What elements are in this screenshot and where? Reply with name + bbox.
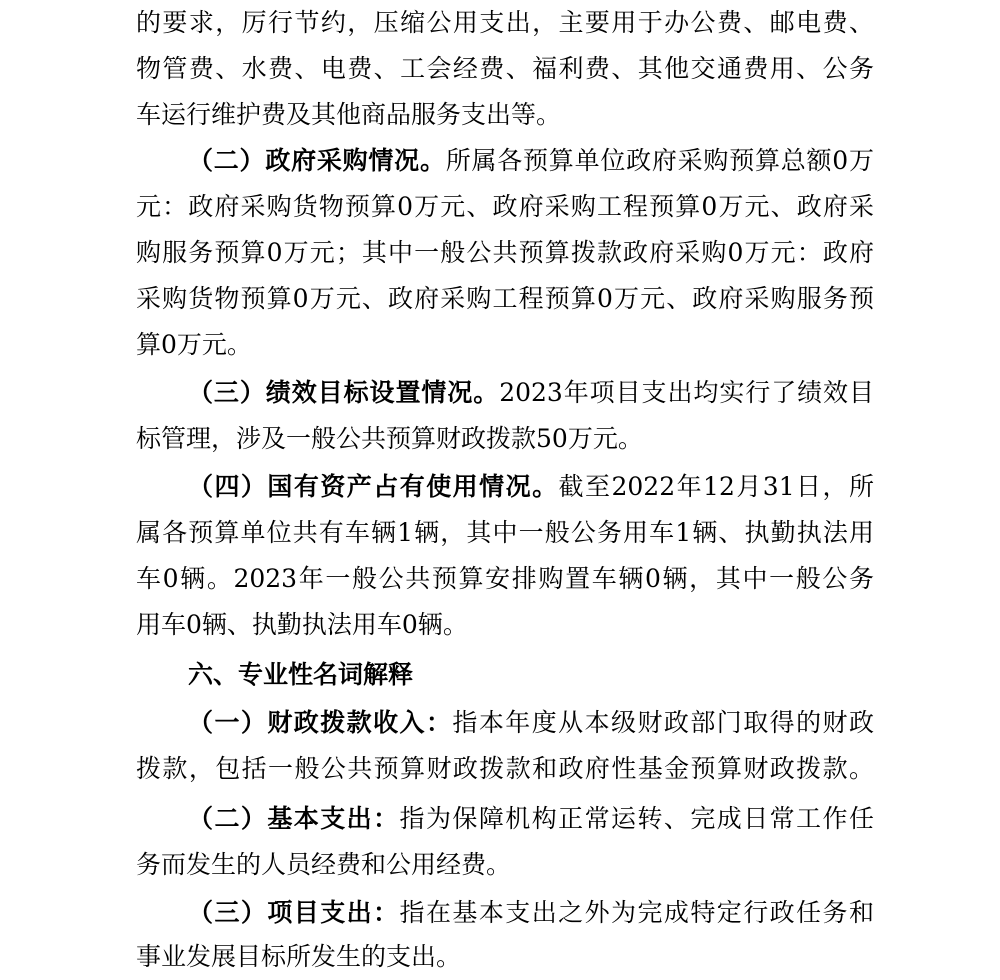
line-content <box>188 796 874 842</box>
chapter-heading <box>0 652 1000 698</box>
line-text: 务而发生的人员经费和公用经费。 <box>136 850 512 879</box>
line-text: 元：政府采购货物预算0万元、政府采购工程预算0万元、政府采 <box>136 192 874 221</box>
paragraph-line <box>0 510 1000 556</box>
paragraph-line <box>0 276 1000 322</box>
paragraph-line <box>0 934 1000 980</box>
paragraph-line <box>0 322 1000 368</box>
paragraph-line <box>0 746 1000 792</box>
line-content <box>188 700 874 746</box>
section-title: （四）国有资产占有使用情况。 <box>188 472 559 501</box>
section-title: （三）绩效目标设置情况。 <box>188 378 500 407</box>
line-content <box>188 370 874 416</box>
line-text: 采购货物预算0万元、政府采购工程预算0万元、政府采购服务预 <box>136 284 874 313</box>
section-first-line <box>0 796 1000 842</box>
section-title: （三）项目支出： <box>188 898 400 927</box>
paragraph-line <box>0 602 1000 648</box>
line-text: 算0万元。 <box>136 330 252 359</box>
section-title: （二）基本支出： <box>188 804 400 833</box>
section-first-line <box>0 700 1000 746</box>
line-content <box>188 890 874 936</box>
line-text: 车0辆。2023年一般公共预算安排购置车辆0辆，其中一般公务 <box>136 564 874 593</box>
line-text: 购服务预算0万元；其中一般公共预算拨款政府采购0万元：政府 <box>136 238 874 267</box>
line-text: 指为保障机构正常运转、完成日常工作任 <box>399 804 874 833</box>
paragraph-line <box>0 184 1000 230</box>
line-text: 事业发展目标所发生的支出。 <box>136 942 462 971</box>
paragraph-line <box>0 92 1000 138</box>
line-text: 用车0辆、执勤执法用车0辆。 <box>136 610 468 639</box>
paragraph-line <box>0 0 1000 46</box>
line-content <box>188 138 874 184</box>
line-text: 的要求，厉行节约，压缩公用支出，主要用于办公费、邮电费、 <box>136 8 874 37</box>
section-first-line <box>0 464 1000 510</box>
paragraph-line <box>0 842 1000 888</box>
heading-text: 六、专业性名词解释 <box>188 660 414 689</box>
line-content <box>188 464 874 510</box>
paragraph-line <box>0 416 1000 462</box>
section-first-line <box>0 138 1000 184</box>
line-text: 截至2022年12月31日，所 <box>558 472 874 501</box>
line-text: 指本年度从本级财政部门取得的财政 <box>452 708 874 737</box>
line-text: 所属各预算单位政府采购预算总额0万 <box>445 146 874 175</box>
paragraph-line <box>0 556 1000 602</box>
line-text: 2023年项目支出均实行了绩效目 <box>499 378 874 407</box>
section-title: （二）政府采购情况。 <box>188 146 446 175</box>
section-first-line <box>0 370 1000 416</box>
line-text: 标管理，涉及一般公共预算财政拨款50万元。 <box>136 424 643 453</box>
line-text: 指在基本支出之外为完成特定行政任务和 <box>399 898 874 927</box>
paragraph-line <box>0 46 1000 92</box>
line-text: 拨款，包括一般公共预算财政拨款和政府性基金预算财政拨款。 <box>136 754 874 783</box>
line-text: 车运行维护费及其他商品服务支出等。 <box>136 100 562 129</box>
section-first-line <box>0 890 1000 936</box>
section-title: （一）财政拨款收入： <box>188 708 453 737</box>
line-text: 物管费、水费、电费、工会经费、福利费、其他交通费用、公务 <box>136 54 874 83</box>
paragraph-line <box>0 230 1000 276</box>
line-text: 属各预算单位共有车辆1辆，其中一般公务用车1辆、执勤执法用 <box>136 518 874 547</box>
